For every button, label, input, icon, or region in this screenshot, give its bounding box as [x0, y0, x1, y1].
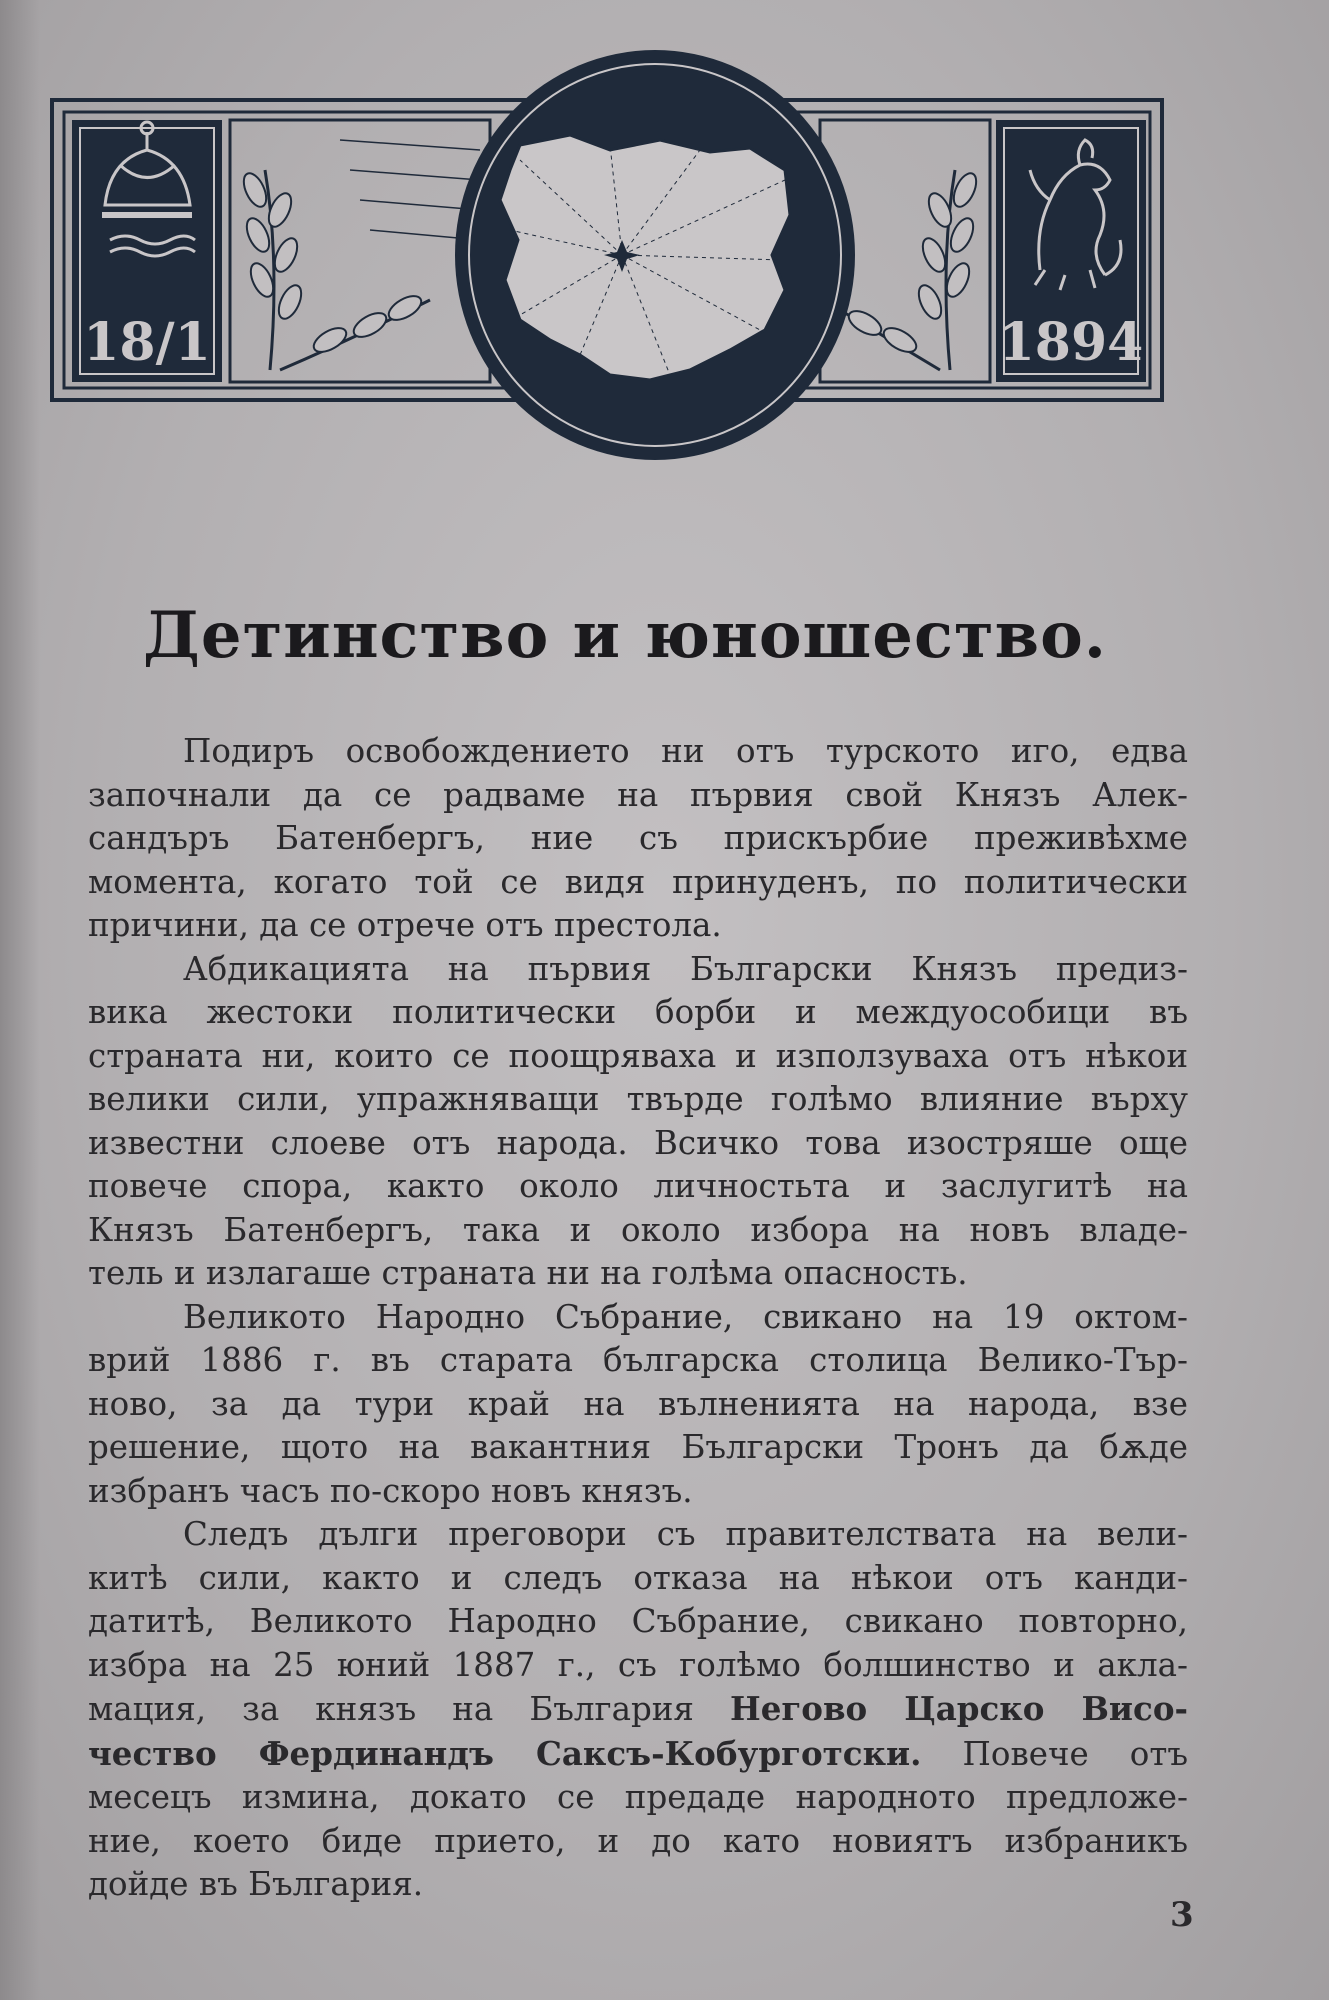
text-line-mixed — [88, 1687, 1188, 1732]
text-line: избра на 25 юний 1887 г., съ голѣмо болшинство и акла- — [88, 1645, 1188, 1684]
text-line: ново, за да тури край на вълненията на народа, взе — [88, 1384, 1188, 1423]
text-line: вика жестоки политически борби и междуособици въ — [88, 993, 1188, 1031]
text-line: Великото Народно Събрание, свикано на 19 октом- — [183, 1297, 1188, 1336]
text-line: Князъ Батенбергъ, така и около избора на новъ владе- — [88, 1210, 1188, 1249]
text-line: решение, щото на вакантния Български Тронъ да бѫде — [88, 1428, 1188, 1466]
text-line: ние, което биде прието, и до като новиятъ избраникъ — [88, 1821, 1188, 1860]
text-line: врий 1886 г. въ старата българска столица Велико-Тър- — [88, 1341, 1188, 1379]
text-line: причини, да се отрече отъ престола. — [88, 906, 722, 944]
laurel-left — [239, 170, 430, 370]
text-line-mixed — [88, 1732, 1188, 1777]
text-line: датитѣ, Великото Народно Събрание, свикано повторно, — [88, 1602, 1188, 1640]
text-line: момента, когато той се видя принуденъ, по политически — [88, 862, 1188, 901]
text-line: страната ни, които се поощряваха и използуваха отъ нѣкои — [88, 1036, 1188, 1075]
text-line: велики сили, упражняващи твърде голѣмо влияние върху — [88, 1080, 1188, 1118]
text-segment: Повече отъ — [921, 1734, 1188, 1773]
bold-name-segment: Негово Царско Висо- — [730, 1689, 1188, 1728]
text-line: Следъ дълги преговори съ правителствата на вели- — [183, 1515, 1188, 1553]
text-line: известни слоеве отъ народа. Всичко това изостряше още — [88, 1123, 1188, 1162]
text-line: китѣ сили, както и следъ отказа на нѣкои отъ канди- — [88, 1558, 1188, 1597]
header-ornament — [50, 40, 1170, 470]
text-line: дойде въ България. — [88, 1865, 424, 1903]
page-title: Детинство и юношество. — [142, 598, 1108, 673]
page-shadow — [0, 0, 40, 2000]
text-line: месецъ измина, докато се предаде народното предложе- — [88, 1778, 1188, 1816]
page-number: 3 — [1170, 1895, 1194, 1935]
text-segment: мация, за князъ на България — [88, 1690, 730, 1728]
text-line: сандъръ Батенбергъ, ние съ прискърбие преживѣхме — [88, 819, 1188, 857]
text-line: избранъ часъ по-скоро новъ князъ. — [88, 1471, 693, 1510]
text-line: Подиръ освобождението ни отъ турското иго, едва — [183, 732, 1188, 770]
year-left: 18/1 — [83, 312, 211, 373]
text-line: тель и излагаше страната ни на голѣма опасность. — [88, 1254, 968, 1292]
bold-name-segment: чество Фердинандъ Саксъ-Кобурготски. — [88, 1733, 922, 1773]
text-line: започнали да се радваме на първия свой Князъ Алек- — [88, 775, 1188, 814]
body-text — [88, 730, 1188, 1907]
text-line: повече спора, както около личностьта и заслугитѣ на — [88, 1167, 1188, 1205]
text-line: Абдикацията на първия Български Князъ предиз- — [183, 949, 1188, 988]
laurel-right — [840, 170, 981, 370]
year-right: 1894 — [998, 312, 1144, 373]
